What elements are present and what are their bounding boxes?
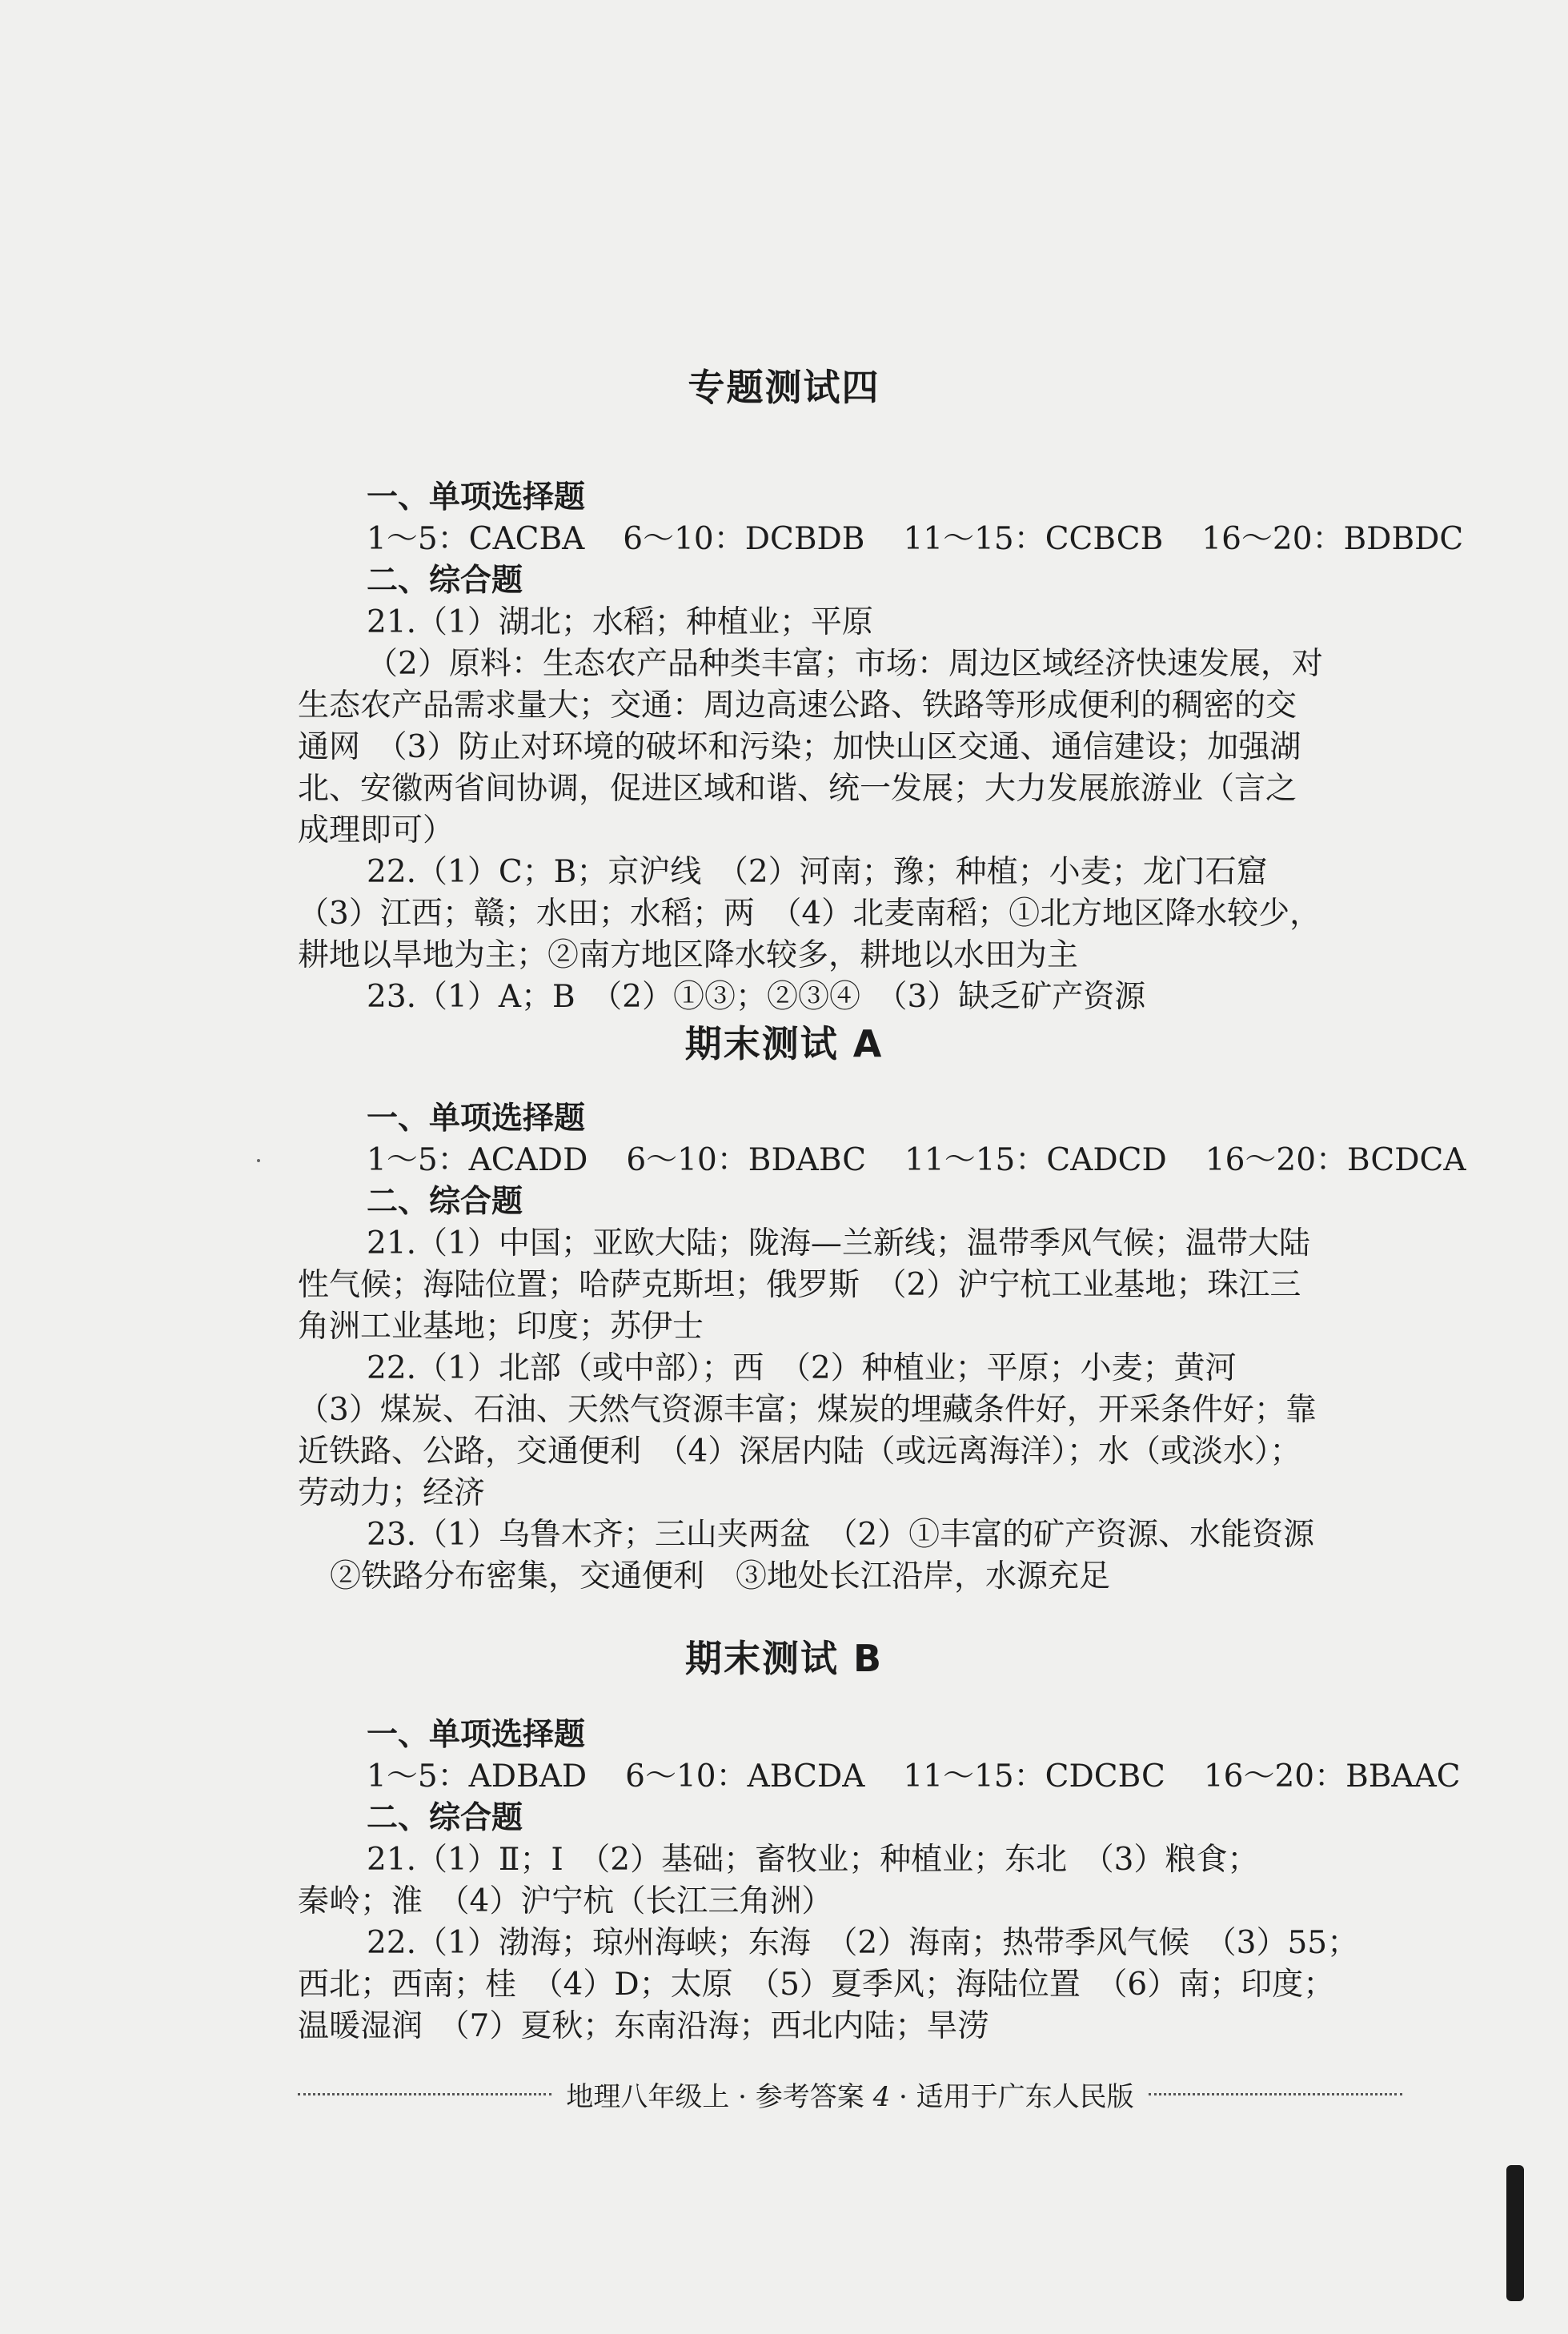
answer-line: 22.（1）北部（或中部）；西 （2）种植业；平原；小麦；黄河 xyxy=(367,1350,1237,1386)
footer-dotted-rule xyxy=(1149,2093,1402,2095)
answer-line: 通网 （3）防止对环境的破坏和污染；加快山区交通、通信建设；加强湖 xyxy=(298,729,1301,765)
comp-heading: 二、综合题 xyxy=(367,563,523,599)
section-title: 专题测试四 xyxy=(688,366,880,409)
mc-heading: 一、单项选择题 xyxy=(367,1717,586,1753)
answer-line: ②铁路分布密集，交通便利 ③地处长江沿岸，水源充足 xyxy=(330,1558,1111,1594)
mc-answers xyxy=(298,1140,1466,1181)
answer-line: 温暖湿润 （7）夏秋；东南沿海；西北内陆；旱涝 xyxy=(298,2008,989,2044)
footer-text: 地理八年级上 · 参考答案 4 · 适用于广东人民版 xyxy=(566,2081,1134,2113)
section-content xyxy=(298,1098,1466,1598)
answer-line: 北、安徽两省间协调，促进区域和谐、统一发展；大力发展旅游业（言之 xyxy=(298,771,1297,807)
answer-line: 劳动力；经济 xyxy=(298,1475,486,1511)
mc-heading: 一、单项选择题 xyxy=(367,479,586,515)
mc-answers xyxy=(298,1756,1461,1798)
answer-line: 23.（1）乌鲁木齐；三山夹两盆 （2）①丰富的矿产资源、水能资源 xyxy=(367,1517,1315,1553)
answer-line: 耕地以旱地为主；②南方地区降水较多，耕地以水田为主 xyxy=(298,937,1079,973)
section-title: 期末测试 B xyxy=(684,1637,884,1680)
answer-line: 21.（1）中国；亚欧大陆；陇海—兰新线；温带季风气候；温带大陆 xyxy=(367,1225,1310,1261)
answer-line: （2）原料：生态农产品种类丰富；市场：周边区域经济快速发展，对 xyxy=(367,646,1323,682)
mc-answer: 11～15：CDCBC xyxy=(903,1759,1165,1795)
answer-line: （3）煤炭、石油、天然气资源丰富；煤炭的埋藏条件好，开采条件好；靠 xyxy=(298,1392,1317,1428)
answer-line: （3）江西；赣；水田；水稻；两 （4）北麦南稻；①北方地区降水较少， xyxy=(298,896,1321,932)
mc-answer: 1～5：CACBA xyxy=(367,521,585,557)
mc-answer: 6～10：ABCDA xyxy=(625,1759,865,1795)
mc-answer: 11～15：CADCD xyxy=(904,1142,1167,1178)
answer-line: 角洲工业基地；印度；苏伊士 xyxy=(298,1309,704,1345)
mc-answers xyxy=(298,519,1464,560)
section-title: 期末测试 A xyxy=(684,1022,884,1065)
answer-line: 近铁路、公路，交通便利 （4）深居内陆（或远离海洋）；水（或淡水）； xyxy=(298,1434,1301,1470)
mc-heading: 一、单项选择题 xyxy=(367,1101,586,1137)
mc-answer: 1～5：ACADD xyxy=(367,1142,588,1178)
mc-answer: 6～10：BDABC xyxy=(626,1142,867,1178)
answer-line: 21.（1）湖北；水稻；种植业；平原 xyxy=(367,604,873,640)
comp-heading: 二、综合题 xyxy=(367,1184,523,1220)
page-speck xyxy=(257,1159,260,1162)
mc-answer: 6～10：DCBDB xyxy=(623,521,865,557)
binding-edge-mark xyxy=(1506,2165,1524,2301)
answer-line: 21.（1）Ⅱ；Ⅰ （2）基础；畜牧业；种植业；东北 （3）粮食； xyxy=(367,1842,1259,1878)
footer-page-number: 4 xyxy=(872,2081,891,2113)
footer-dotted-rule xyxy=(298,2093,551,2095)
mc-answer: 16～20：BDBDC xyxy=(1201,521,1464,557)
answer-line: 西北；西南；桂 （4）D；太原 （5）夏季风；海陆位置 （6）南；印度； xyxy=(298,1967,1335,2003)
mc-answer: 16～20：BCDCA xyxy=(1205,1142,1466,1178)
mc-answer: 11～15：CCBCB xyxy=(903,521,1164,557)
page-footer xyxy=(298,2075,1402,2114)
footer-subject: 地理八年级上 xyxy=(566,2081,730,2113)
answer-line: 22.（1）渤海；琼州海峡；东海 （2）海南；热带季风气候 （3）55； xyxy=(367,1925,1359,1961)
mc-answer: 16～20：BBAAC xyxy=(1203,1759,1461,1795)
mc-answer: 1～5：ADBAD xyxy=(367,1759,587,1795)
comp-heading: 二、综合题 xyxy=(367,1800,523,1836)
section-content xyxy=(298,1714,1461,2047)
footer-answer-label: 参考答案 xyxy=(755,2081,864,2113)
answer-line: 成理即可） xyxy=(298,812,455,848)
footer-edition: 适用于广东人民版 xyxy=(916,2081,1134,2113)
answer-line: 23.（1）A；B （2）①③；②③④ （3）缺乏矿产资源 xyxy=(367,979,1146,1015)
answer-line: 22.（1）C；B；京沪线 （2）河南；豫；种植；小麦；龙门石窟 xyxy=(367,854,1268,890)
section-content xyxy=(298,477,1464,1018)
answer-line: 性气候；海陆位置；哈萨克斯坦；俄罗斯 （2）沪宁杭工业基地；珠江三 xyxy=(298,1267,1301,1303)
answer-line: 秦岭；淮 （4）沪宁杭（长江三角洲） xyxy=(298,1883,833,1919)
answer-line: 生态农产品需求量大；交通：周边高速公路、铁路等形成便利的稠密的交 xyxy=(298,688,1297,724)
